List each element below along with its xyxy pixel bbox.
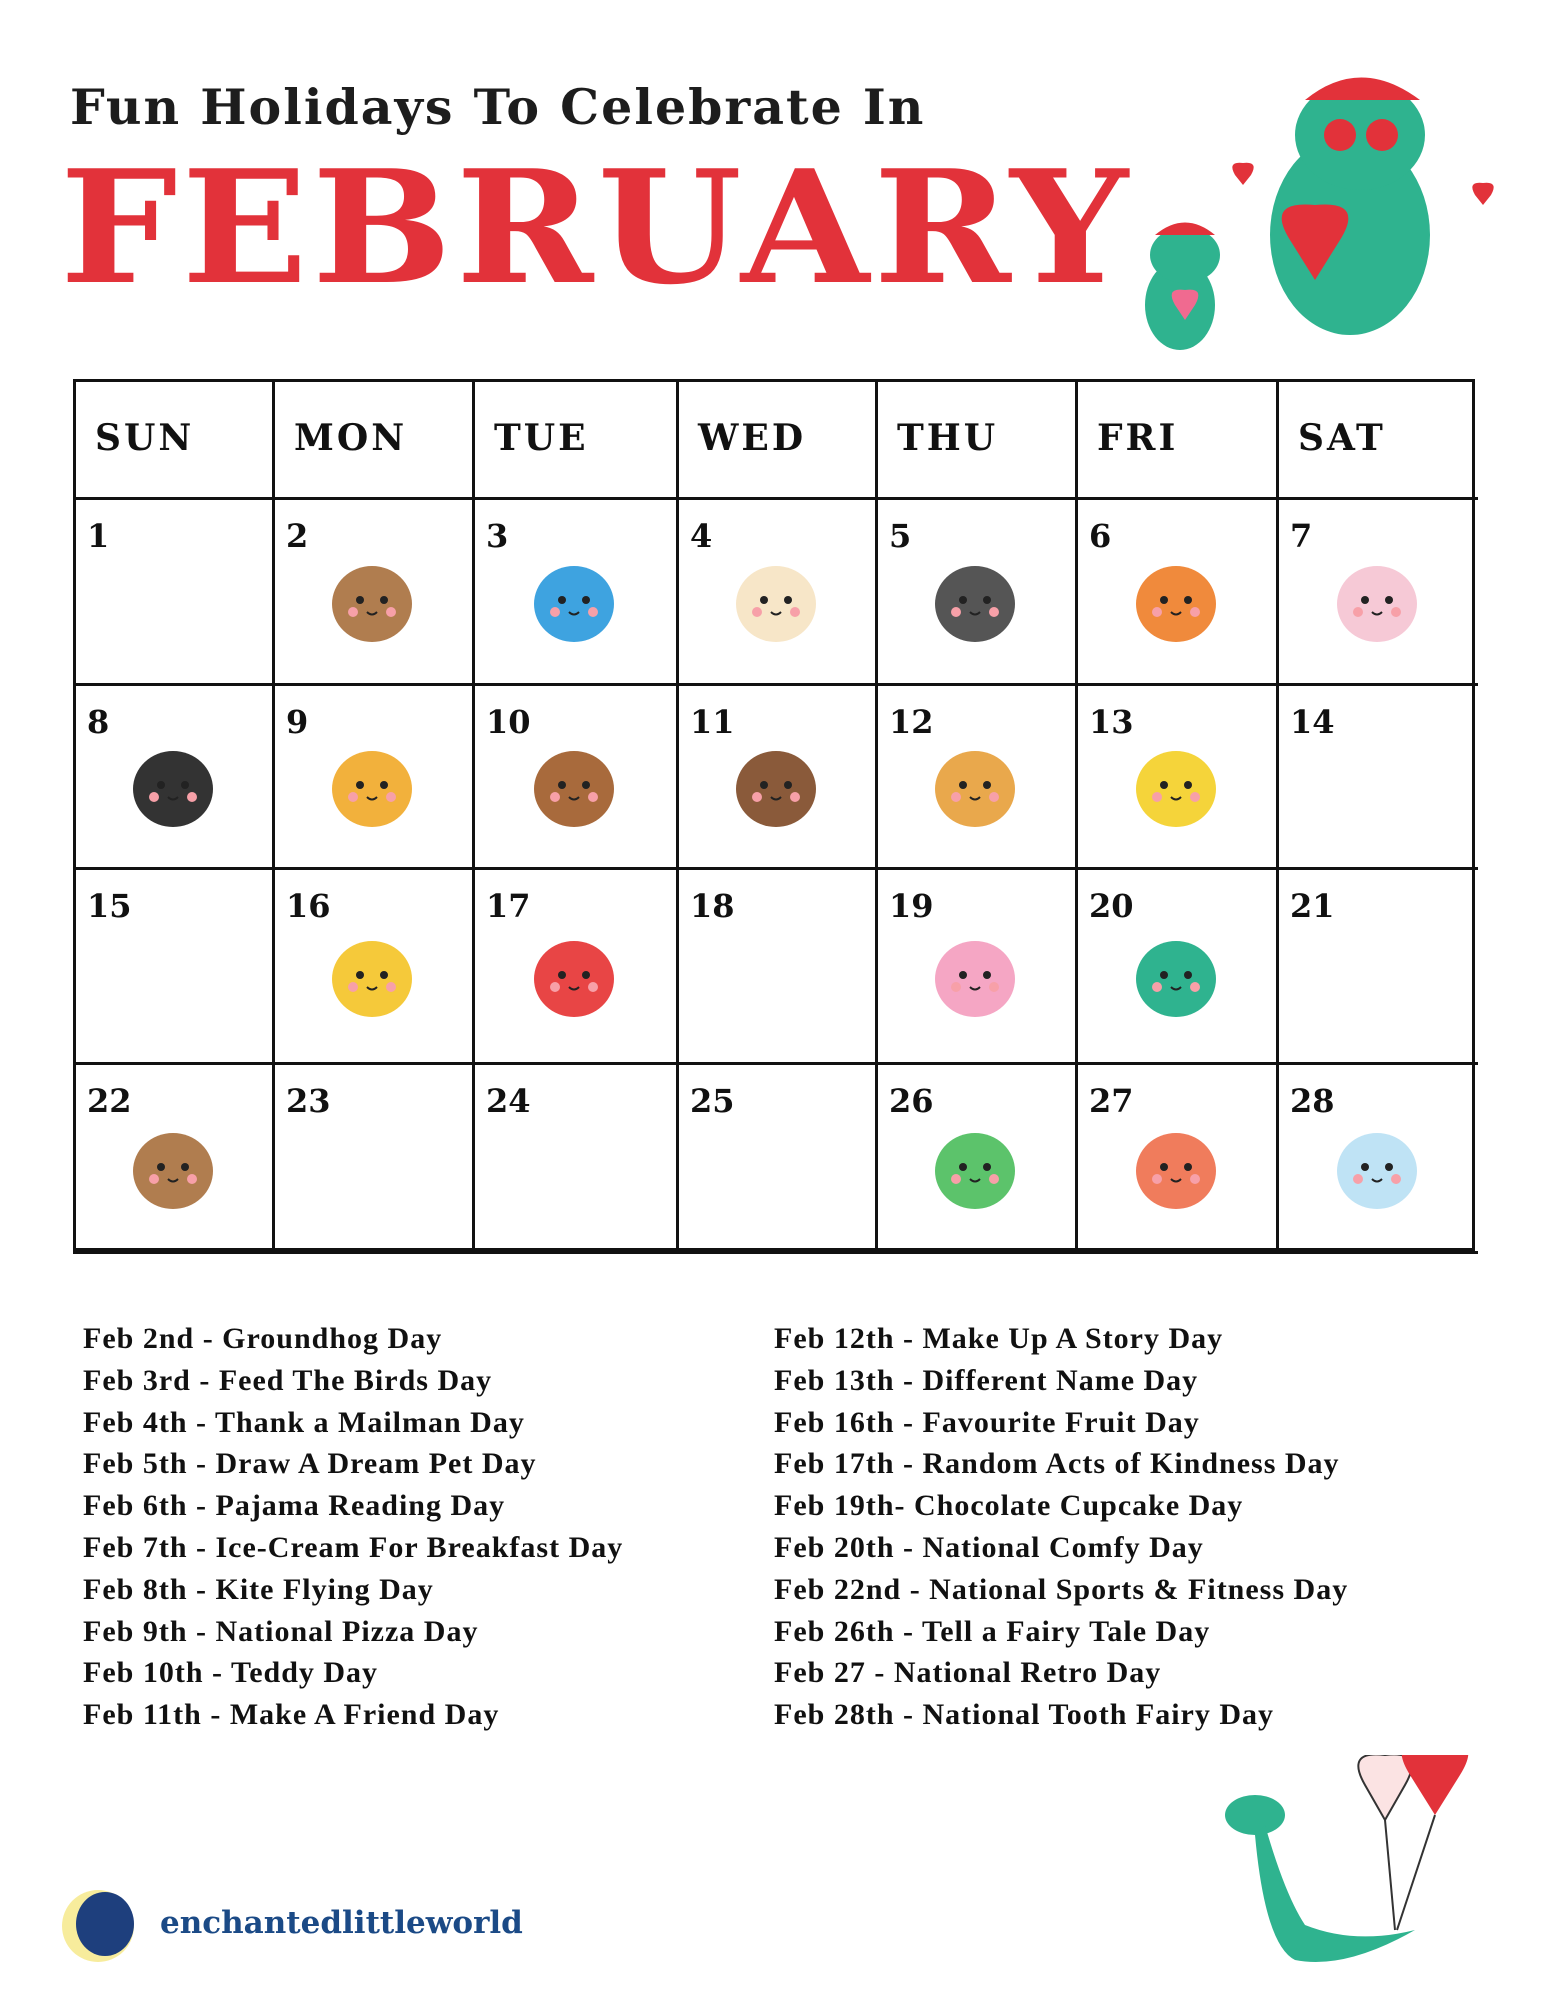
day-number: 11 xyxy=(690,703,735,741)
day-number: 21 xyxy=(1290,887,1335,925)
calendar-grid xyxy=(73,379,1475,1251)
day-number: 2 xyxy=(286,517,309,555)
bird-icon xyxy=(519,542,629,656)
day-cell xyxy=(272,867,475,1065)
day-cell xyxy=(472,497,679,686)
reading-child-icon xyxy=(1121,542,1231,656)
day-cell xyxy=(272,497,475,686)
day-number: 23 xyxy=(286,1082,331,1120)
day-number: 9 xyxy=(286,703,309,741)
teddy-bear-icon xyxy=(519,727,629,841)
day-number: 26 xyxy=(889,1082,934,1120)
day-cell xyxy=(1075,867,1279,1065)
day-cell xyxy=(1075,497,1279,686)
holiday-list-left xyxy=(83,1322,623,1740)
day-number: 19 xyxy=(889,887,934,925)
day-number: 27 xyxy=(1089,1082,1134,1120)
day-number: 6 xyxy=(1089,517,1112,555)
day-number: 13 xyxy=(1089,703,1134,741)
holiday-item: Feb 6th - Pajama Reading Day xyxy=(83,1489,506,1523)
holiday-item: Feb 12th - Make Up A Story Day xyxy=(774,1322,1224,1355)
weekday-header-wed: WED xyxy=(676,379,878,500)
day-cell xyxy=(676,683,878,870)
brand-logo xyxy=(62,1890,134,1962)
holiday-item: Feb 13th - Different Name Day xyxy=(774,1363,1199,1397)
brand-name: enchantedlittleworld xyxy=(160,1905,523,1941)
cupcake-icon xyxy=(920,917,1030,1031)
holiday-item: Feb 9th - National Pizza Day xyxy=(83,1614,479,1648)
day-number: 8 xyxy=(87,703,110,741)
ice-cream-icon xyxy=(1322,542,1432,656)
retro-tv-icon xyxy=(1121,1109,1231,1223)
day-number: 17 xyxy=(486,887,531,925)
day-cell xyxy=(875,1062,1078,1254)
dog-book-icon xyxy=(920,727,1030,841)
day-number: 12 xyxy=(889,703,934,741)
day-cell xyxy=(472,867,679,1065)
tooth-fairy-icon xyxy=(1322,1109,1432,1223)
holiday-item: Feb 22nd - National Sports & Fitness Day xyxy=(774,1572,1349,1606)
day-cell xyxy=(73,1062,275,1254)
day-number: 25 xyxy=(690,1082,735,1120)
day-cell xyxy=(676,867,878,1065)
weekday-header-tue: TUE xyxy=(472,379,679,500)
day-cell xyxy=(676,497,878,686)
day-cell xyxy=(1276,497,1478,686)
day-number: 18 xyxy=(690,887,735,925)
weekday-header-mon: MON xyxy=(272,379,475,500)
day-cell xyxy=(73,683,275,870)
holiday-list-right xyxy=(774,1322,1348,1740)
dino-pajamas-icon xyxy=(1121,917,1231,1031)
day-cell xyxy=(1276,867,1478,1065)
holiday-item: Feb 2nd - Groundhog Day xyxy=(83,1322,443,1355)
dinosaur-balloons-illustration xyxy=(1215,1755,1495,1980)
day-cell xyxy=(73,867,275,1065)
holiday-item: Feb 27 - National Retro Day xyxy=(774,1656,1162,1690)
day-number: 28 xyxy=(1290,1082,1335,1120)
pizza-icon xyxy=(317,727,427,841)
subtitle: Fun Holidays To Celebrate In xyxy=(70,78,926,136)
day-cell xyxy=(1075,1062,1279,1254)
groundhog-icon xyxy=(317,542,427,656)
holiday-item: Feb 20th - National Comfy Day xyxy=(774,1530,1204,1564)
day-cell xyxy=(472,1062,679,1254)
heart-icon xyxy=(519,917,629,1031)
day-number: 24 xyxy=(486,1082,531,1120)
day-number: 1 xyxy=(87,517,110,555)
holiday-item: Feb 19th- Chocolate Cupcake Day xyxy=(774,1489,1244,1523)
holiday-item: Feb 28th - National Tooth Fairy Day xyxy=(774,1698,1275,1732)
dinosaur-hearts-illustration xyxy=(1120,55,1500,365)
day-number: 20 xyxy=(1089,887,1134,925)
puppy-icon xyxy=(920,542,1030,656)
holiday-item: Feb 16th - Favourite Fruit Day xyxy=(774,1405,1200,1439)
day-cell xyxy=(73,497,275,686)
weekday-header-thu: THU xyxy=(875,379,1078,500)
day-cell xyxy=(875,683,1078,870)
monkey-ball-icon xyxy=(118,1109,228,1223)
weekday-header-fri: FRI xyxy=(1075,379,1279,500)
day-number: 7 xyxy=(1290,517,1313,555)
day-number: 10 xyxy=(486,703,531,741)
day-cell xyxy=(272,1062,475,1254)
day-cell xyxy=(1276,1062,1478,1254)
holiday-item: Feb 26th - Tell a Fairy Tale Day xyxy=(774,1614,1211,1648)
day-cell xyxy=(875,867,1078,1065)
day-number: 5 xyxy=(889,517,912,555)
day-cell xyxy=(1075,683,1279,870)
holiday-item: Feb 7th - Ice-Cream For Breakfast Day xyxy=(83,1530,624,1564)
day-cell xyxy=(676,1062,878,1254)
lightbulb-icon xyxy=(1121,727,1231,841)
day-number: 16 xyxy=(286,887,331,925)
day-number: 15 xyxy=(87,887,132,925)
day-cell xyxy=(1276,683,1478,870)
day-number: 14 xyxy=(1290,703,1335,741)
panda-kite-icon xyxy=(118,727,228,841)
dragon-icon xyxy=(920,1109,1030,1223)
day-number: 3 xyxy=(486,517,509,555)
holiday-item: Feb 17th - Random Acts of Kindness Day xyxy=(774,1447,1340,1481)
holiday-item: Feb 3rd - Feed The Birds Day xyxy=(83,1363,493,1397)
weekday-header-sat: SAT xyxy=(1276,379,1478,500)
holiday-item: Feb 11th - Make A Friend Day xyxy=(83,1698,500,1732)
otters-icon xyxy=(721,727,831,841)
day-cell xyxy=(472,683,679,870)
day-cell xyxy=(875,497,1078,686)
day-number: 22 xyxy=(87,1082,132,1120)
holiday-item: Feb 10th - Teddy Day xyxy=(83,1656,379,1690)
envelope-icon xyxy=(721,542,831,656)
weekday-header-sun: SUN xyxy=(73,379,275,500)
month-title: FEBRUARY xyxy=(60,136,1133,319)
day-cell xyxy=(272,683,475,870)
pineapple-icon xyxy=(317,917,427,1031)
holiday-item: Feb 8th - Kite Flying Day xyxy=(83,1572,434,1606)
holiday-item: Feb 5th - Draw A Dream Pet Day xyxy=(83,1447,537,1481)
holiday-item: Feb 4th - Thank a Mailman Day xyxy=(83,1405,525,1439)
day-number: 4 xyxy=(690,517,713,555)
